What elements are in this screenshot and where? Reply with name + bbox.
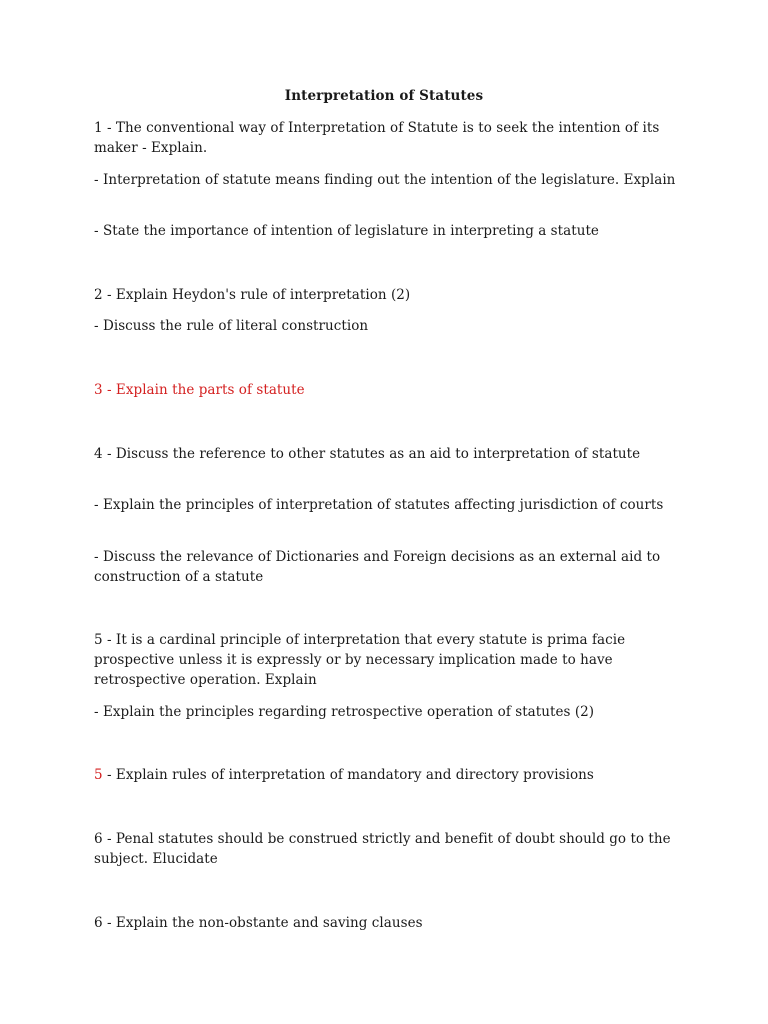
question-3 <box>94 380 684 400</box>
question-text: - Explain rules of interpretation of mandatory and directory provisions <box>102 767 594 783</box>
question-5-variant-a <box>94 702 684 722</box>
question-6 <box>94 829 684 869</box>
question-6-b <box>94 913 684 933</box>
question-text: - The conventional way of Interpretation of Statute is to seek the intention of its maker - Explain. <box>94 120 660 156</box>
question-4 <box>94 444 684 464</box>
question-4-variant-a <box>94 495 684 515</box>
question-number: 2 <box>94 287 103 303</box>
question-number: 4 <box>94 446 103 462</box>
question-number: 1 <box>94 120 103 136</box>
question-number: 5 <box>94 767 103 783</box>
question-text: - Explain the parts of statute <box>102 382 305 398</box>
question-2 <box>94 285 684 305</box>
question-text: - Explain the non-obstante and saving clauses <box>102 915 423 931</box>
question-text: - Explain Heydon's rule of interpretation (2) <box>102 287 411 303</box>
question-2-variant-a <box>94 316 684 336</box>
question-5-b <box>94 765 684 785</box>
question-text: - Explain the principles of interpretation of statutes affecting jurisdiction of courts <box>94 497 664 513</box>
question-text: - It is a cardinal principle of interpretation that every statute is prima facie prospective unless it is expressly or by necessary implication made to have retrospective operation. Explain <box>94 632 626 688</box>
question-4-variant-b <box>94 547 684 587</box>
question-text: - Discuss the rule of literal construction <box>94 318 369 334</box>
question-text: - Explain the principles regarding retrospective operation of statutes (2) <box>94 704 595 720</box>
question-text: - Penal statutes should be construed strictly and benefit of doubt should go to the subject. Elucidate <box>94 831 671 867</box>
question-number: 5 <box>94 632 103 648</box>
question-1-variant-b <box>94 221 684 241</box>
question-text: - State the importance of intention of legislature in interpreting a statute <box>94 223 599 239</box>
question-number: 3 <box>94 382 103 398</box>
question-1 <box>94 118 684 158</box>
question-text: - Interpretation of statute means finding out the intention of the legislature. Explain <box>94 172 676 188</box>
question-text: - Discuss the reference to other statutes as an aid to interpretation of statute <box>102 446 641 462</box>
question-text: - Discuss the relevance of Dictionaries and Foreign decisions as an external aid to construction of a statute <box>94 549 661 585</box>
question-number: 6 <box>94 831 103 847</box>
question-1-variant-a <box>94 170 684 190</box>
question-5 <box>94 630 684 690</box>
question-number: 6 <box>94 915 103 931</box>
document-title: Interpretation of Statutes <box>284 88 484 104</box>
